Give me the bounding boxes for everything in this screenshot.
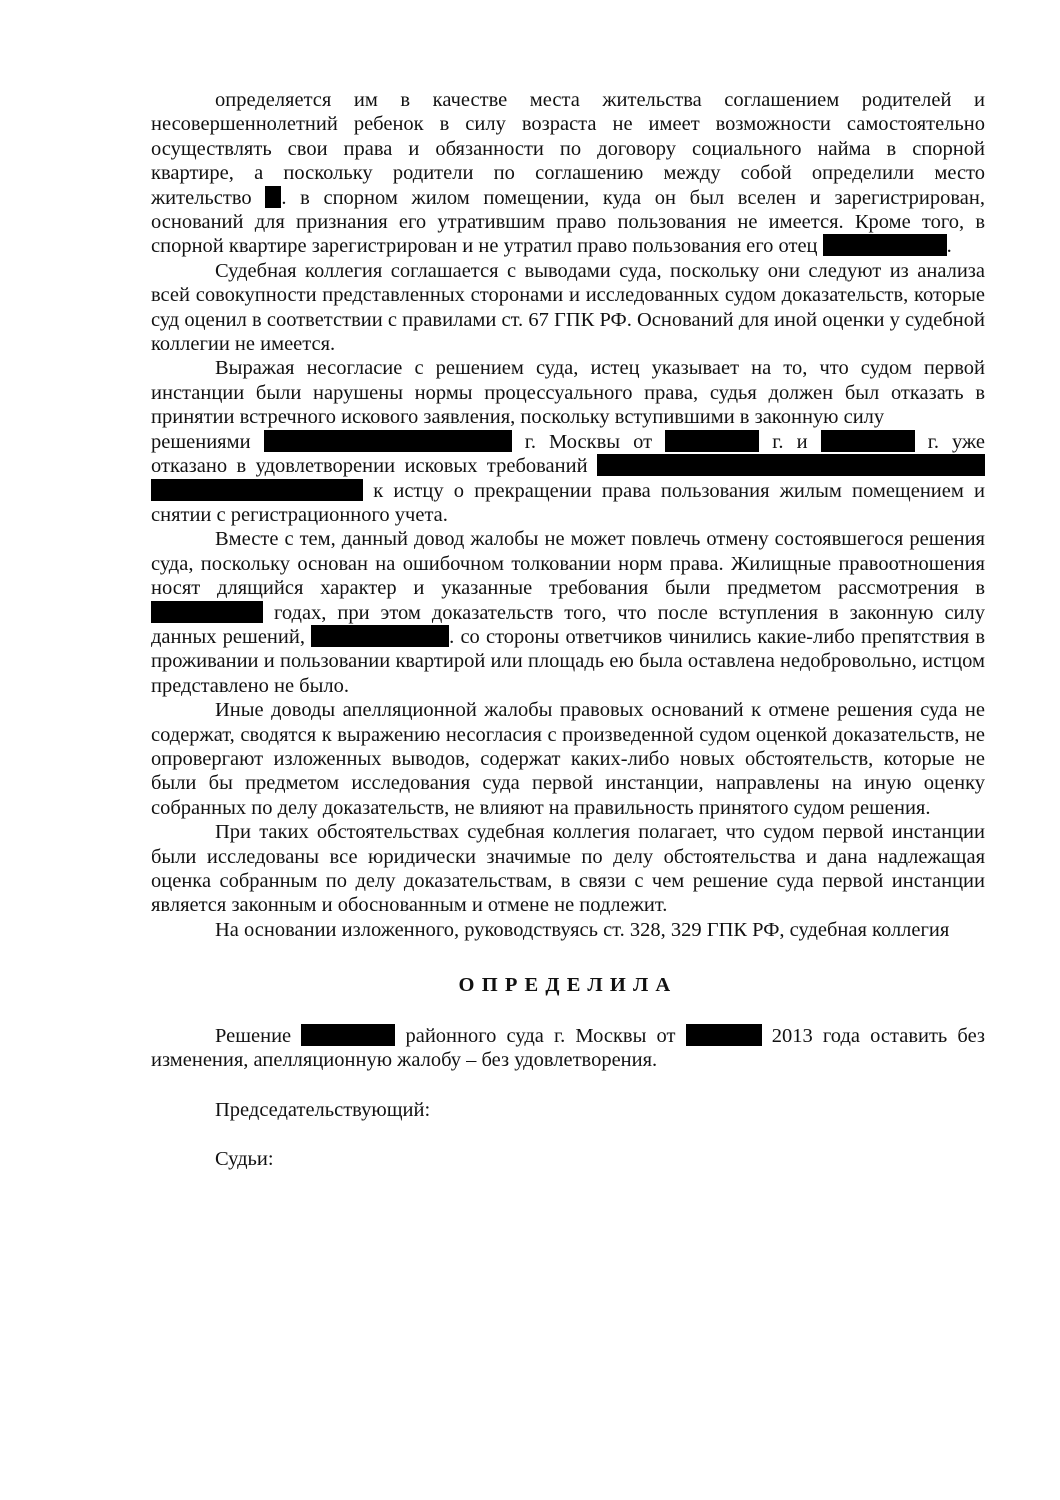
judges-label: Судьи: [215,1147,274,1170]
redaction-block [151,479,363,501]
text-fragment: г. и [772,430,808,453]
text-line: осуществлять свои права и обязанности по договору социального найма в спорной [151,137,985,160]
text-fragment: отказано в удовлетворении исковых требований [151,455,588,478]
paragraph-legal-basis: На основании изложенного, руководствуясь ст. 328, 329 ГПК РФ, судебная коллегия [215,918,950,941]
redaction-block [301,1024,395,1046]
text-line: определяется им в качестве места жительства соглашением родителей и [215,89,985,111]
redaction-block [597,454,985,476]
redaction-block [151,601,263,623]
text-line: квартире, а поскольку родители по соглашению между собой определили место [151,162,985,185]
text-fragment: . в спорном жилом помещении, куда он был вселен и зарегистрирован, [281,186,986,209]
redaction-block [823,234,947,256]
paragraph-agreement: Судебная коллегия соглашается с выводами суда, поскольку они следуют из анализа всей совокупности представленных сторонами и исследованных судом доказательств, которые суд оценил в соответствии с правилами ст. 67 ГПК РФ. Оснований для иной оценки у судебной коллегии не имеется. [151,259,985,356]
text-fragment: г. Москвы от [524,430,653,453]
text-line: оснований для признания его утратившим право пользования не имеется. Кроме того, в [151,211,985,234]
text-fragment: решениями [151,430,251,453]
paragraph-conclusion: При таких обстоятельствах судебная коллегия полагает, что судом первой инстанции были исследованы все юридически значимые по делу обстоятельства и дана надлежащая оценка собранным по делу доказательствам, в связи с чем решение суда первой инстанции является законным и обоснованным и отмене не подлежит. [151,821,985,917]
presiding-judge-label: Председательствующий: [215,1099,431,1122]
text-line: несовершеннолетний ребенок в силу возраста не имеет возможности самостоятельно [151,113,985,136]
text-fragment: годах, при этом доказательств того, что после вступления в законную силу данных решений, [151,601,985,648]
text-fragment: . [946,235,952,258]
text-fragment: Решение [215,1024,292,1047]
redaction-block [265,186,281,208]
redaction-block [311,625,449,647]
text-fragment: Вместе с тем, данный довод жалобы не может повлечь отмену состоявшегося решения суда, поскольку основан на ошибочном толковании норм права. Жилищные правоотношения носят длящийся характер и указанные требования были предметом рассмотрения в [151,528,985,600]
paragraph-residence [151,88,985,259]
text-fragment: Выражая несогласие с решением суда, истец указывает на то, что судом первой инстанции были нарушены нормы процессуального права, судья должен был отказать в принятии встречного искового заявления, поскольку вступившими в законную силу [151,357,985,429]
text-line [151,454,985,527]
text-fragment: районного суда г. Москвы от [405,1024,676,1047]
text-line [151,234,985,258]
paragraph-rebuttal [151,527,985,698]
ruling-heading: ОПРЕДЕЛИЛА [458,974,678,997]
paragraph-other-arguments: Иные доводы апелляционной жалобы правовых оснований к отмене решения суда не содержат, сводятся к выражению несогласия с произведенной судом оценкой доказательств, не опровергают изложенных выводов, содержат каких-либо новых обстоятельств, которые не были бы предметом исследования суда первой инстанции, направлены на иную оценку собранных по делу доказательств, не влияют на правильность принятого судом решения. [151,699,985,819]
paragraph-ruling [151,1024,985,1073]
text-fragment: . со стороны ответчиков чинились какие-либо препятствия в проживании и пользовании квартирой или площадь ею была оставлена недобровольно, истцом представлено не было. [151,625,985,697]
redaction-block [665,430,759,452]
text-fragment: к истцу о прекращении права пользования жилым помещением и снятии с регистрационного учета. [151,479,985,526]
text-fragment: 2013 года оставить без изменения, апелляционную жалобу – без удовлетворения. [151,1024,986,1072]
text-line [151,430,985,454]
redaction-block [264,430,512,452]
text-fragment: спорной квартире зарегистрирован и не утратил право пользования его отец [151,235,818,258]
paragraph-plaintiff-argument [151,356,985,527]
redaction-block [821,430,915,452]
text-fragment: г. уже [927,430,986,453]
text-line [151,186,985,210]
redaction-block [686,1024,762,1046]
text-fragment: жительство [151,186,252,209]
document-body [151,88,985,1171]
